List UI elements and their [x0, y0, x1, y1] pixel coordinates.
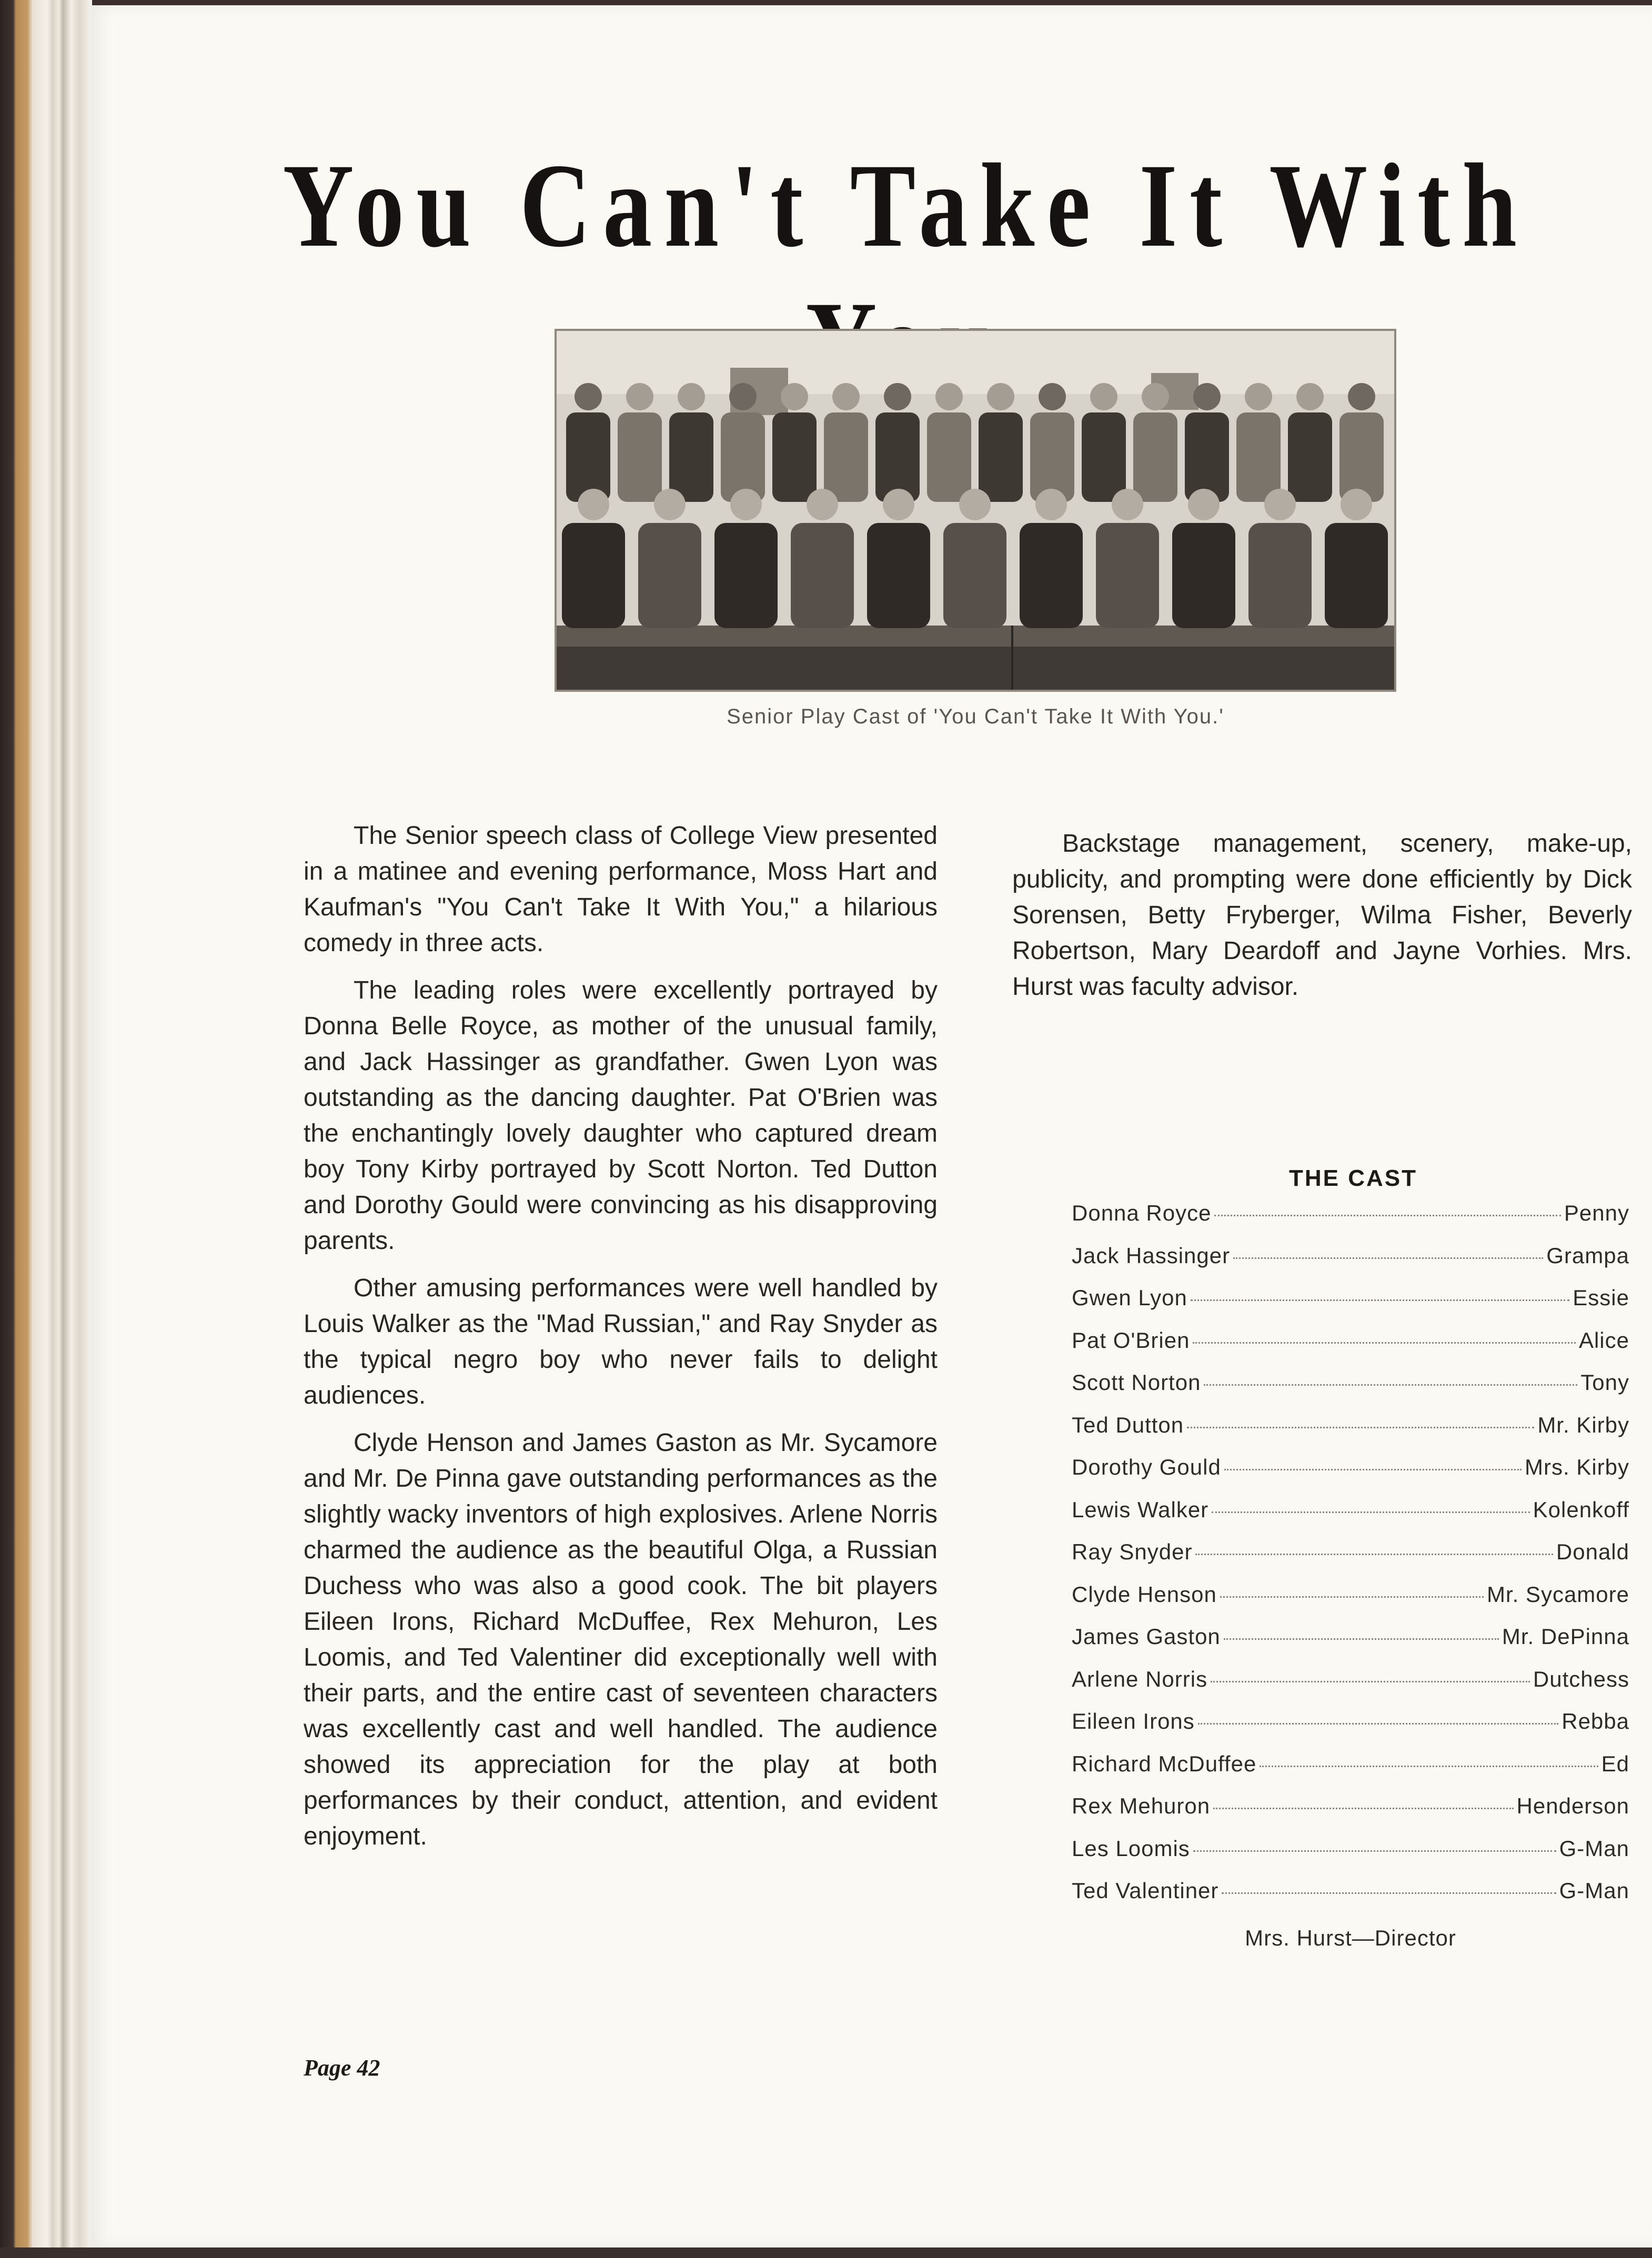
dot-leader [1224, 1469, 1522, 1470]
cast-row [1072, 1836, 1629, 1879]
cast-actor: Eileen Irons [1072, 1709, 1195, 1733]
dot-leader [1212, 1511, 1529, 1513]
cast-actor: Arlene Norris [1072, 1666, 1208, 1691]
article-paragraph: The Senior speech class of College View presented in a matinee and evening performance, Moss Hart and Kaufman's "You Can't Take It With You," a hilarious comedy in three acts. [304, 822, 938, 957]
page-number: Page 42 [304, 2055, 380, 2081]
cast-actor: Dorothy Gould [1072, 1455, 1221, 1479]
cast-role: G-Man [1559, 1878, 1629, 1903]
cast-row [1072, 1455, 1629, 1497]
dot-leader [1220, 1596, 1484, 1598]
cast-role: Penny [1564, 1201, 1629, 1225]
cast-row [1072, 1751, 1629, 1794]
yearbook-page [90, 5, 1652, 2247]
cast-actor: Clyde Henson [1072, 1581, 1217, 1607]
cast-role: Mrs. Kirby [1525, 1455, 1629, 1479]
article-paragraph: Backstage management, scenery, make-up, publicity, and prompting were done efficiently by Dick Sorensen, Betty Fryberger, Wilma Fisher, Beverly Robertson, Mary Deardoff and Jayne Vorhies. Mrs. Hurst was faculty advisor. [1012, 830, 1632, 1001]
director-credit: Mrs. Hurst—Director [1245, 1926, 1456, 1950]
dot-leader [1195, 1554, 1553, 1555]
cast-role: Henderson [1516, 1793, 1629, 1818]
cast-actor: Gwen Lyon [1072, 1285, 1187, 1310]
cast-photo [555, 329, 1396, 692]
cast-row [1072, 1539, 1629, 1582]
dot-leader [1193, 1342, 1576, 1344]
cast-row [1072, 1624, 1629, 1667]
cast-row [1072, 1582, 1629, 1625]
cast-role: Dutchess [1533, 1666, 1629, 1691]
cast-row [1072, 1709, 1629, 1751]
cast-actor: Rex Mehuron [1072, 1793, 1211, 1818]
dot-leader [1204, 1384, 1577, 1386]
cast-row [1072, 1793, 1629, 1836]
cast-role: Rebba [1562, 1709, 1629, 1733]
dot-leader [1224, 1638, 1499, 1640]
cast-heading: THE CAST [1289, 1165, 1417, 1191]
cast-role: Ed [1601, 1751, 1629, 1776]
cast-actor: Les Loomis [1072, 1836, 1190, 1861]
cast-actor: Ted Dutton [1072, 1412, 1184, 1437]
cast-row [1072, 1285, 1629, 1328]
cast-actor: Ted Valentiner [1072, 1878, 1219, 1903]
dot-leader [1211, 1681, 1530, 1682]
dot-leader [1187, 1427, 1534, 1428]
cast-actor: Scott Norton [1072, 1370, 1201, 1395]
dot-leader [1213, 1808, 1513, 1809]
cast-photo-image [557, 331, 1394, 690]
article-paragraph: Clyde Henson and James Gaston as Mr. Sycamore and Mr. De Pinna gave outstanding performances as the slightly wacky inventors of high explosives. Arlene Norris charmed the audience as the beautiful Olga, a Russian Duchess who was also a good cook. The bit players Eileen Irons, Richard McDuffee, Rex Mehuron, Les Loomis, and Ted Valentiner did exceptionally well with their parts, and the entire cast of seventeen characters was excellently cast and well handled. The audience showed its appreciation for the play at both performances by their conduct, attention, and evident enjoyment. [304, 1429, 938, 1850]
cast-role: Alice [1578, 1327, 1629, 1353]
book-binding-edge [0, 0, 92, 2258]
page-title: You Can't Take It With [283, 139, 1529, 272]
cast-actor: Pat O'Brien [1072, 1327, 1190, 1353]
cast-role: Donald [1556, 1539, 1629, 1564]
cast-role: Kolenkoff [1533, 1497, 1629, 1522]
cast-role: Mr. DePinna [1502, 1624, 1629, 1649]
cast-row [1072, 1667, 1629, 1709]
dot-leader [1222, 1892, 1556, 1894]
scan-bottom-edge [0, 2247, 1652, 2258]
cast-role: Essie [1573, 1285, 1629, 1310]
cast-actor: Richard McDuffee [1072, 1751, 1257, 1776]
cast-row [1072, 1243, 1629, 1286]
article-right-column [1012, 826, 1632, 1016]
dot-leader [1198, 1723, 1558, 1725]
cast-row [1072, 1497, 1629, 1540]
cast-row [1072, 1413, 1629, 1455]
cast-role: G-Man [1559, 1836, 1629, 1861]
dot-leader [1214, 1215, 1560, 1216]
photo-caption: Senior Play Cast of 'You Can't Take It With You.' [727, 705, 1224, 728]
dot-leader [1260, 1766, 1598, 1767]
dot-leader [1193, 1850, 1556, 1852]
article-paragraph: Other amusing performances were well handled by Louis Walker as the "Mad Russian," and Ray Snyder as the typical negro boy who never fails to delight audiences. [304, 1274, 938, 1409]
cast-actor: Ray Snyder [1072, 1539, 1193, 1564]
article-left-column [304, 818, 938, 1866]
dot-leader [1233, 1257, 1543, 1259]
cast-role: Grampa [1546, 1243, 1629, 1268]
cast-actor: Jack Hassinger [1072, 1243, 1231, 1268]
cast-actor: James Gaston [1072, 1624, 1221, 1649]
cast-actor: Donna Royce [1072, 1201, 1212, 1225]
cast-role: Mr. Kirby [1537, 1412, 1629, 1437]
cast-role: Mr. Sycamore [1486, 1581, 1629, 1607]
cast-list [1072, 1201, 1629, 1921]
article-paragraph: The leading roles were excellently portrayed by Donna Belle Royce, as mother of the unusual family, and Jack Hassinger as grandfather. Gwen Lyon was outstanding as the dancing daughter. Pat O'Brien was the enchantingly lovely daughter who captured dream boy Tony Kirby portrayed by Scott Norton. Ted Dutton and Dorothy Gould were convincing as his disapproving parents. [304, 976, 938, 1255]
cast-actor: Lewis Walker [1072, 1497, 1209, 1522]
cast-row [1072, 1201, 1629, 1243]
cast-row [1072, 1328, 1629, 1370]
cast-role: Tony [1580, 1370, 1629, 1395]
cast-row [1072, 1370, 1629, 1413]
cast-row [1072, 1878, 1629, 1921]
dot-leader [1191, 1299, 1569, 1301]
